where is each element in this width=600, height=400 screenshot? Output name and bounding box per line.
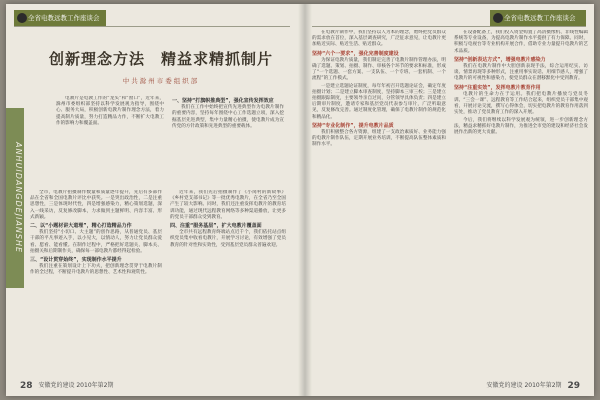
body-paragraph: 今后，我们将继续以科学发展观为统领，进一步创新理念方法，精益求精抓好电教片制作，为推进全市党的建设和经济社会发展作出新的更大贡献。 bbox=[454, 117, 588, 136]
right-column-1 bbox=[312, 30, 446, 376]
right-journal-name: 安徽党的建设 2010年第2期 bbox=[486, 382, 562, 389]
left-header-band bbox=[14, 10, 106, 26]
section-heading: 二、以“小题材讲大道理”，精心打造精品力作 bbox=[30, 223, 132, 230]
party-emblem-icon bbox=[493, 13, 503, 23]
article-title: 创新理念方法 精益求精抓制片 bbox=[48, 50, 273, 68]
party-emblem-icon bbox=[17, 13, 27, 23]
body-paragraph: 一是建立选题论证制度，每年年初召开选题论证会，确定年度拍摄计划；二是建立脚本审查制度，坚持脚本三审三校；三是建立拍摄跟踪制度，主要领导亲自过问，分管领导具体负责；四是建立后期审片制度，邀请专家和基层党员代表参与审片，广泛听取意见，反复修改完善。通过制度化管理，确保了电教片制作的规范化和精品化。 bbox=[312, 83, 446, 120]
left-page-number: 28 bbox=[20, 381, 33, 391]
left-column-1 bbox=[56, 96, 164, 184]
section-heading: 坚持“创新表达方式”，增强电教片感染力 bbox=[454, 56, 546, 63]
body-paragraph: 全市共有远程教育终端站点近千个，我们依托站点组织党员集中收看电教片，开展学习讨论，有效增强了党员教育的针对性和实效性，受到基层党员群众普遍欢迎。 bbox=[170, 230, 286, 248]
right-footer bbox=[487, 380, 584, 391]
page-gutter bbox=[298, 4, 312, 396]
left-header-label: 全省电教远教工作座谈会 bbox=[28, 14, 100, 22]
section-heading: 坚持“专业化制作”，提升电教片品质 bbox=[312, 122, 394, 129]
article-byline: 中共滁州市委组织部 bbox=[122, 77, 200, 85]
left-column-3 bbox=[30, 190, 162, 378]
body-paragraph: 在设备配备上，我们投入资金购置了高清摄像机、非线性编辑系统等专业设备，为提高电教片制作水平提供了有力保障。同时，积极与电视台等专业机构开展合作，借助专业力量提升电教片的艺术品质。 bbox=[454, 30, 588, 54]
section-heading: 一、坚持“打旗帜推典型”，强化宣传发挥效应 bbox=[172, 98, 274, 104]
right-header-rule bbox=[312, 26, 586, 27]
body-paragraph: 我们坚持“小切口、大主题”的创作思路，从普通党员、基层干部的平凡事迹入手，以小见大，以情动人，努力让党员群众爱看、愿看、能看懂。在制作过程中，严格把好选题关、脚本关、拍摄关和后期制作关，确保每一部电教片都经得起检验。 bbox=[30, 230, 162, 254]
section-heading: 四、注重“服务基层”，扩大电教片覆盖面 bbox=[170, 223, 262, 230]
left-column-4 bbox=[170, 190, 286, 378]
section-heading: 坚持“注重实效”，发挥电教片教育作用 bbox=[454, 84, 541, 91]
right-page bbox=[312, 4, 594, 396]
body-paragraph: 全市，电教片拍摄制作数量和质量逐年提升，先后有多部作品在全省和全国电教片评比中获奖。一是突出政治性，二是注重思想性，三是体现时代性，四是增强感染力，精心策划选题，深入一线采访，反复修改脚本，力求做到主题鲜明、内容丰富、形式新颖。 bbox=[30, 190, 162, 220]
right-header-label: 全省电教远教工作座谈会 bbox=[504, 14, 576, 22]
left-header-rule bbox=[14, 26, 290, 27]
section-heading: 三、“设计贯穿始终”，实现制作水平提升 bbox=[30, 257, 122, 264]
magazine-spread bbox=[6, 4, 594, 396]
right-column-2 bbox=[454, 30, 588, 376]
left-column-2 bbox=[172, 96, 284, 184]
body-paragraph: 我们注重在策划设计上下功夫，把创新理念贯穿于电教片制作的全过程，不断提升电教片的思想性、艺术性和观赏性。 bbox=[30, 264, 162, 276]
left-page bbox=[6, 4, 300, 396]
left-footer bbox=[16, 380, 113, 391]
side-pinyin-text: ANHUIDANGDEJIANSHE bbox=[14, 142, 23, 254]
body-paragraph: 我们在工作中始终把宣传先进典型作为电教片制作的重要内容，坚持每年围绕中心工作选题立项，深入挖掘基层先进典型，集中力量精心拍摄，使电教片成为宣传党的方针政策和先进典型的重要载体。 bbox=[172, 105, 284, 129]
body-paragraph: 我们积极整合各方资源，组建了一支政治素质好、业务能力强的电教片制作队伍，定期开展业务培训，不断提高队伍整体素质和制作水平。 bbox=[312, 130, 446, 148]
right-header-band bbox=[490, 10, 586, 26]
right-page-number: 29 bbox=[567, 381, 580, 391]
body-paragraph: 电教片的生命力在于运用。我们把电教片播放与党员冬训、“三会一课”、远程教育等工作结合起来，组织党员干部集中观看，开展讨论交流，撰写心得体会，切实把电教片的教育作用落到实处，推动了党员教育工作的深入开展。 bbox=[454, 91, 588, 116]
section-heading: 坚持“六个一要求”，强化完善制度建设 bbox=[312, 50, 399, 57]
body-paragraph: 为保证电教片质量，我们制定完善了电教片制作管理办法，明确了选题、策划、拍摄、制作、审核各个环节的要求和标准，形成了“一个选题、一套方案、一支队伍、一个专班、一套机制、一个流程”的工作模式。 bbox=[312, 57, 446, 82]
left-journal-name: 安徽党的建设 2010年第2期 bbox=[38, 382, 114, 389]
body-paragraph: 近年来，我们先后拍摄制作了《小岗村的新故事》《乡村党支部书记》等一批优秀电教片，在全省乃至全国产生了较大影响。同时，我们还注重发挥电教片的教育培训功能，通过现代远程教育网络等多种渠道播放，让更多的党员干部群众受到教育。 bbox=[170, 190, 286, 220]
body-paragraph: 在电教片制作中，我们坚持以人为本的理念，始终把党员群众的需求放在首位，深入基层调查研究，广泛征求意见，让电教片更加贴近实际、贴近生活、贴近群众。 bbox=[312, 30, 446, 48]
body-paragraph: 我们在电教片制作中大胆创新表现手法，综合运用纪实、访谈、情景再现等多种形式，注重用事实说话、用细节感人，增强了电教片的可视性和感染力，使党员群众在潜移默化中受到教育。 bbox=[454, 64, 588, 82]
body-paragraph: 电教片是电教工作的“龙头”和“窗口”，近年来，滁州市委组织部坚持以科学发展观为指导，围绕中心、服务大局，积极创新电教片制作理念方法，着力提高制片质量，努力打造精品力作，不断扩大电教工作的影响力和覆盖面。 bbox=[56, 96, 164, 126]
